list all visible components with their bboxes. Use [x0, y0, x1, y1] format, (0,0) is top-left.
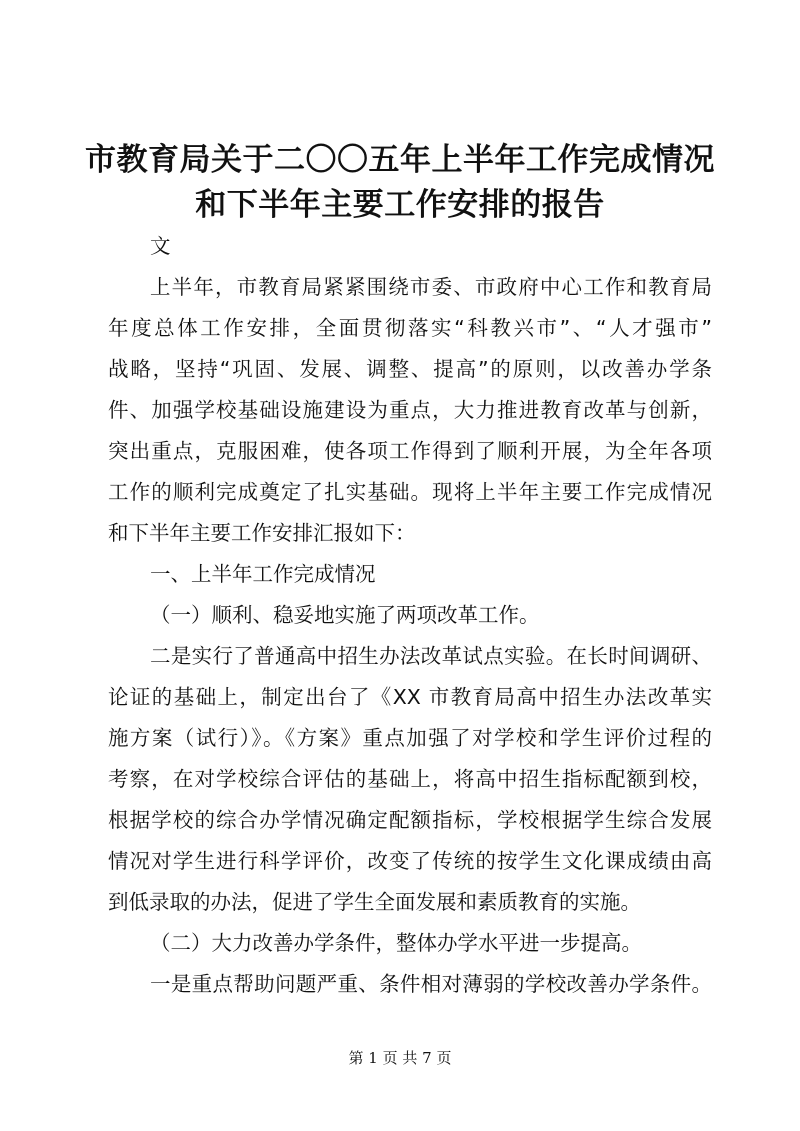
page-footer: 第 1 页 共 7 页	[348, 1049, 452, 1067]
subsection-heading-1: （一）顺利、稳妥地实施了两项改革工作。	[150, 603, 540, 627]
paragraph-4-line-2: 论证的基础上，制定出台了《XX 市教育局高中招生办法改革实	[108, 685, 712, 709]
paragraph-1-line-1: 上半年，市教育局紧紧围绕市委、市政府中心工作和教育局	[150, 275, 712, 299]
paragraph-1-line-3: 战略，坚持“巩固、发展、调整、提高”的原则，以改善办学条	[108, 357, 712, 381]
document-title-line-2: 和下半年主要工作安排的报告	[195, 187, 605, 223]
paragraph-1-line-7: 和下半年主要工作安排汇报如下：	[108, 521, 416, 545]
paragraph-4-line-6: 情况对学生进行科学评价，改变了传统的按学生文化课成绩由高	[108, 849, 712, 873]
paragraph-4-line-3: 施方案（试行）》。《方案》重点加强了对学校和学生评价过程的	[108, 726, 712, 750]
section-heading-1: 一、上半年工作完成情况	[150, 562, 376, 586]
paragraph-4-line-5: 根据学校的综合办学情况确定配额指标，学校根据学生综合发展	[108, 808, 712, 832]
paragraph-4-line-1: 二是实行了普通高中招生办法改革试点实验。在长时间调研、	[150, 644, 712, 668]
paragraph-1-line-6: 工作的顺利完成奠定了扎实基础。现将上半年主要工作完成情况	[108, 480, 712, 504]
subsection-heading-2: （二）大力改善办学条件，整体办学水平进一步提高。	[150, 931, 642, 955]
document-title-line-1: 市教育局关于二〇〇五年上半年工作完成情况	[85, 142, 715, 178]
paragraph-6-line-1: 一是重点帮助问题严重、条件相对薄弱的学校改善办学条件。	[150, 972, 712, 996]
paragraph-4-line-4: 考察，在对学校综合评估的基础上，将高中招生指标配额到校，	[108, 767, 712, 791]
paragraph-1-line-4: 件、加强学校基础设施建设为重点，大力推进教育改革与创新，	[108, 398, 712, 422]
paragraph-1-line-5: 突出重点，克服困难，使各项工作得到了顺利开展，为全年各项	[108, 439, 712, 463]
paragraph-4-line-7: 到低录取的办法，促进了学生全面发展和素质教育的实施。	[108, 890, 641, 914]
paragraph-1-line-2: 年度总体工作安排，全面贯彻落实“科教兴市”、“人才强市”	[108, 316, 712, 340]
author-line: 文	[150, 234, 171, 258]
